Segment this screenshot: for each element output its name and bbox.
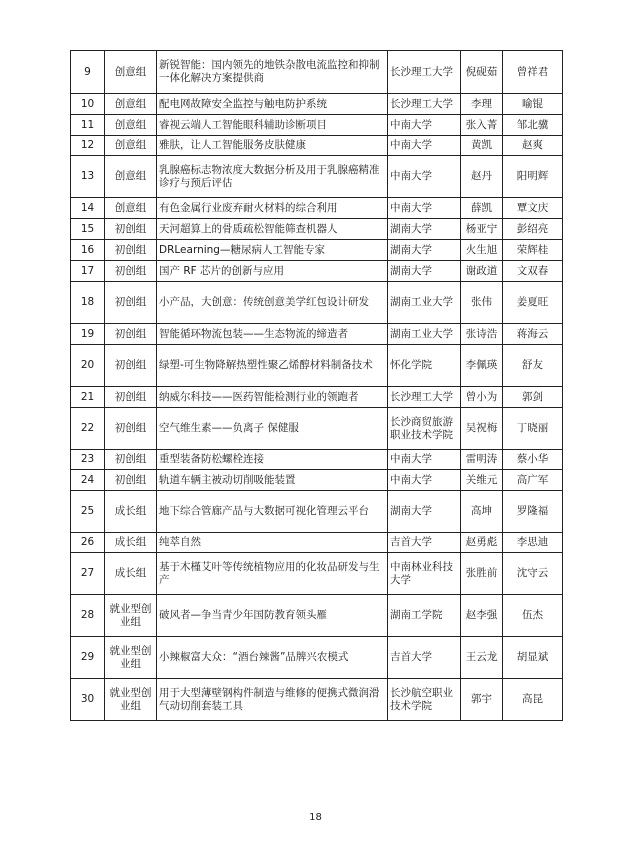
group-cell: 创意组 [105,156,157,198]
school-name: 湖南工业大学 [388,282,461,324]
row-number: 29 [71,637,105,679]
advisor-name: 姜夏旺 [503,282,563,324]
row-number: 25 [71,491,105,533]
group-cell: 初创组 [105,261,157,282]
project-name: 破风者—争当青少年国防教育领头雁 [157,595,388,637]
table-row [71,408,563,450]
advisor-name: 曾祥君 [503,51,563,94]
table-row [71,51,563,94]
project-name: 绿塑-可生物降解热塑性聚乙烯醇材料制备技术 [157,345,388,387]
row-number: 30 [71,679,105,721]
award-list-table [70,50,563,721]
group-cell: 初创组 [105,282,157,324]
table-row [71,261,563,282]
advisor-name: 丁晓丽 [503,408,563,450]
group-cell: 成长组 [105,533,157,553]
table-row [71,491,563,533]
row-number: 19 [71,324,105,345]
advisor-name: 高昆 [503,679,563,721]
school-name: 中南大学 [388,115,461,136]
table-row [71,450,563,470]
advisor-name: 李思迪 [503,533,563,553]
advisor-name: 覃文庆 [503,198,563,219]
group-cell: 初创组 [105,240,157,261]
school-name: 长沙航空职业技术学院 [388,679,461,721]
advisor-name: 彭绍亮 [503,219,563,240]
advisor-name: 沈守云 [503,553,563,595]
project-name: 智能循环物流包装——生态物流的缔造者 [157,324,388,345]
project-name: 新锐智能：国内领先的地铁杂散电流监控和抑制一体化解决方案提供商 [157,51,388,94]
page-number: 18 [309,812,322,823]
project-name: 有色金属行业废弃耐火材料的综合利用 [157,198,388,219]
table-row [71,240,563,261]
table-row [71,637,563,679]
school-name: 中南大学 [388,470,461,491]
row-number: 17 [71,261,105,282]
group-cell: 就业型创业组 [105,595,157,637]
leader-name: 李理 [461,94,503,115]
table-row [71,324,563,345]
leader-name: 赵勇彪 [461,533,503,553]
leader-name: 曾小为 [461,387,503,408]
group-cell: 初创组 [105,324,157,345]
school-name: 湖南大学 [388,491,461,533]
advisor-name: 赵爽 [503,136,563,156]
group-cell: 初创组 [105,408,157,450]
table-row [71,470,563,491]
leader-name: 谢政道 [461,261,503,282]
leader-name: 火生旭 [461,240,503,261]
row-number: 13 [71,156,105,198]
row-number: 15 [71,219,105,240]
project-name: 雅肤，让人工智能服务皮肤健康 [157,136,388,156]
project-name: 天河超算上的骨质疏松智能筛查机器人 [157,219,388,240]
table-row [71,679,563,721]
table-row [71,282,563,324]
table-row [71,115,563,136]
school-name: 中南大学 [388,198,461,219]
project-name: 基于木槿艾叶等传统植物应用的化妆品研发与生产 [157,553,388,595]
advisor-name: 伍杰 [503,595,563,637]
group-cell: 成长组 [105,553,157,595]
project-name: 重型装备防松螺栓连接 [157,450,388,470]
school-name: 湖南大学 [388,240,461,261]
row-number: 22 [71,408,105,450]
leader-name: 高坤 [461,491,503,533]
table-row [71,553,563,595]
group-cell: 创意组 [105,51,157,94]
group-cell: 初创组 [105,219,157,240]
leader-name: 吴祝梅 [461,408,503,450]
table-row [71,387,563,408]
project-name: 轨道车辆主被动切削吸能装置 [157,470,388,491]
project-name: 纯萃自然 [157,533,388,553]
leader-name: 张伟 [461,282,503,324]
group-cell: 初创组 [105,387,157,408]
project-name: 用于大型薄壁钢构件制造与维修的便携式微润滑气动切削套装工具 [157,679,388,721]
advisor-name: 蒋海云 [503,324,563,345]
advisor-name: 胡显斌 [503,637,563,679]
table-row [71,136,563,156]
school-name: 中南大学 [388,450,461,470]
project-name: DRLearning—糖尿病人工智能专家 [157,240,388,261]
project-name: 乳腺癌标志物浓度大数据分析及用于乳腺癌精准诊疗与预后评估 [157,156,388,198]
advisor-name: 阳明辉 [503,156,563,198]
row-number: 20 [71,345,105,387]
school-name: 怀化学院 [388,345,461,387]
school-name: 长沙商贸旅游职业技术学院 [388,408,461,450]
school-name: 中南大学 [388,156,461,198]
leader-name: 赵李强 [461,595,503,637]
advisor-name: 邹北骥 [503,115,563,136]
project-name: 纳威尔科技——医药智能检测行业的领跑者 [157,387,388,408]
school-name: 中南大学 [388,136,461,156]
advisor-name: 郭剑 [503,387,563,408]
group-cell: 创意组 [105,94,157,115]
row-number: 16 [71,240,105,261]
leader-name: 黄凯 [461,136,503,156]
school-name: 湖南大学 [388,261,461,282]
row-number: 14 [71,198,105,219]
row-number: 11 [71,115,105,136]
group-cell: 创意组 [105,198,157,219]
school-name: 长沙理工大学 [388,387,461,408]
row-number: 23 [71,450,105,470]
table-row [71,94,563,115]
row-number: 21 [71,387,105,408]
leader-name: 倪砚茹 [461,51,503,94]
row-number: 9 [71,51,105,94]
school-name: 湖南工学院 [388,595,461,637]
advisor-name: 高广军 [503,470,563,491]
leader-name: 赵丹 [461,156,503,198]
school-name: 湖南工业大学 [388,324,461,345]
school-name: 湖南大学 [388,219,461,240]
group-cell: 初创组 [105,470,157,491]
row-number: 24 [71,470,105,491]
group-cell: 创意组 [105,136,157,156]
advisor-name: 荣辉桂 [503,240,563,261]
project-name: 空气维生素——负离子 保健服 [157,408,388,450]
group-cell: 初创组 [105,345,157,387]
advisor-name: 喻锟 [503,94,563,115]
group-cell: 就业型创业组 [105,679,157,721]
advisor-name: 文双春 [503,261,563,282]
row-number: 12 [71,136,105,156]
table-row [71,198,563,219]
project-name: 地下综合管廊产品与大数据可视化管理云平台 [157,491,388,533]
table-row [71,156,563,198]
row-number: 26 [71,533,105,553]
leader-name: 张诗浩 [461,324,503,345]
project-name: 小产品，大创意：传统创意美学红包设计研发 [157,282,388,324]
row-number: 27 [71,553,105,595]
school-name: 长沙理工大学 [388,94,461,115]
leader-name: 王云龙 [461,637,503,679]
leader-name: 杨亚宁 [461,219,503,240]
leader-name: 雷明涛 [461,450,503,470]
row-number: 18 [71,282,105,324]
project-name: 配电网故障安全监控与触电防护系统 [157,94,388,115]
project-name: 睿视云端人工智能眼科辅助诊断项目 [157,115,388,136]
group-cell: 成长组 [105,491,157,533]
school-name: 吉首大学 [388,533,461,553]
group-cell: 初创组 [105,450,157,470]
leader-name: 关维元 [461,470,503,491]
leader-name: 薛凯 [461,198,503,219]
school-name: 中南林业科技大学 [388,553,461,595]
school-name: 吉首大学 [388,637,461,679]
leader-name: 张入菁 [461,115,503,136]
leader-name: 李佩瑛 [461,345,503,387]
group-cell: 就业型创业组 [105,637,157,679]
row-number: 10 [71,94,105,115]
table-body [71,51,563,721]
advisor-name: 舒友 [503,345,563,387]
project-name: 国产 RF 芯片的创新与应用 [157,261,388,282]
advisor-name: 蔡小华 [503,450,563,470]
table-row [71,595,563,637]
row-number: 28 [71,595,105,637]
leader-name: 张胜前 [461,553,503,595]
school-name: 长沙理工大学 [388,51,461,94]
advisor-name: 罗隆福 [503,491,563,533]
table-row [71,533,563,553]
project-name: 小辣椒富大众：“酒台辣酱”品牌兴农模式 [157,637,388,679]
table-row [71,219,563,240]
leader-name: 郭宇 [461,679,503,721]
table-row [71,345,563,387]
group-cell: 创意组 [105,115,157,136]
